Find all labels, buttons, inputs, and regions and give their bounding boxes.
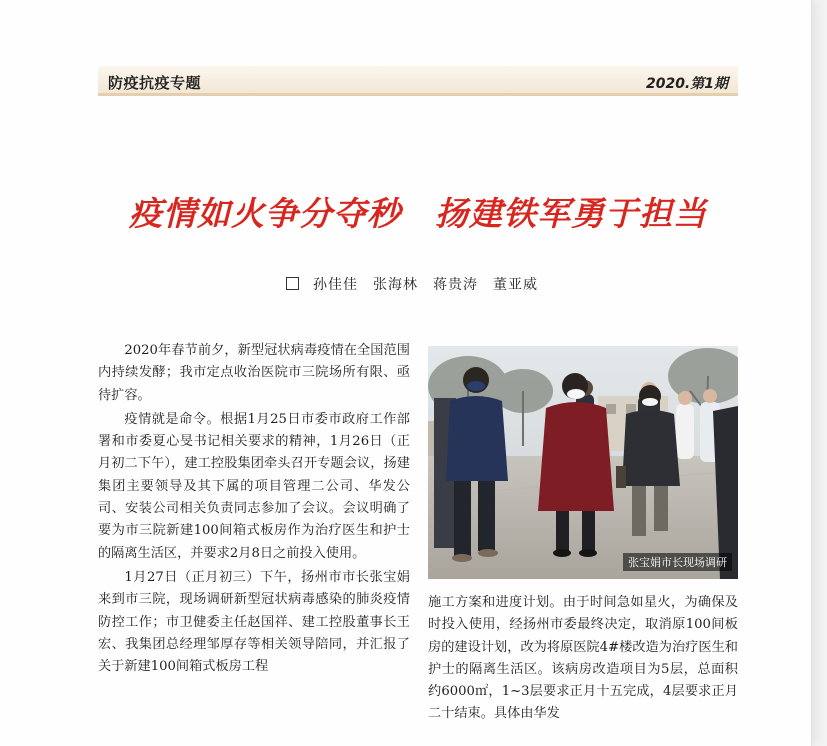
left-column	[98, 340, 410, 680]
photo-illustration	[428, 346, 738, 579]
paragraph-3: 1月27日（正月初三）下午，扬州市市长张宝娟来到市三院，现场调研新型冠状病毒感染的肺炎疫情防控工作；市卫健委主任赵国祥、建工控股董事长王宏、我集团总经理邹厚存等相关领导陪同，并汇报了关于新建100间箱式板房工程	[98, 569, 410, 675]
author-box-icon	[286, 277, 299, 290]
page-header	[98, 66, 738, 96]
author-names: 孙佳佳 张海林 蒋贵涛 董亚威	[313, 277, 538, 293]
paragraph-continued: 施工方案和进度计划。由于时间急如星火，为确保及时投入使用，经扬州市委最终决定，取消原100间板房的建设计划，改为将原医院4#楼改造为治疗医生和护士的隔离生活区。该病房改造项目为5层，总面积约6000㎡，1~3层要求正月十五完成，4层要求正月二十结束。具体由华发	[428, 595, 738, 722]
article-title: 疫情如火争分夺秒 扬建铁军勇于担当	[129, 194, 707, 233]
right-column	[428, 592, 738, 726]
paragraph-1: 2020年春节前夕，新型冠状病毒疫情在全国范围内持续发酵；我市定点收治医院市三院场所有限、亟待扩容。	[98, 343, 410, 403]
paragraph-2: 疫情就是命令。根据1月25日市委市政府工作部署和市委夏心旻书记相关要求的精神，1月26日（正月初二下午），建工控股集团牵头召开专题会议，扬建集团主要领导及其下属的项目管理二公司、华发公司、安装公司相关负责同志参加了会议。会议明确了要为市三院新建100间箱式板房作为治疗医生和护士的隔离生活区，并要求2月8日之前投入使用。	[98, 411, 410, 561]
author-line	[286, 274, 538, 294]
photo-caption: 张宝娟市长现场调研	[623, 553, 732, 571]
column-topic: 防疫抗疫专题	[108, 74, 202, 92]
article-photo	[428, 346, 738, 579]
issue-number: 2020.第1期	[645, 76, 728, 92]
